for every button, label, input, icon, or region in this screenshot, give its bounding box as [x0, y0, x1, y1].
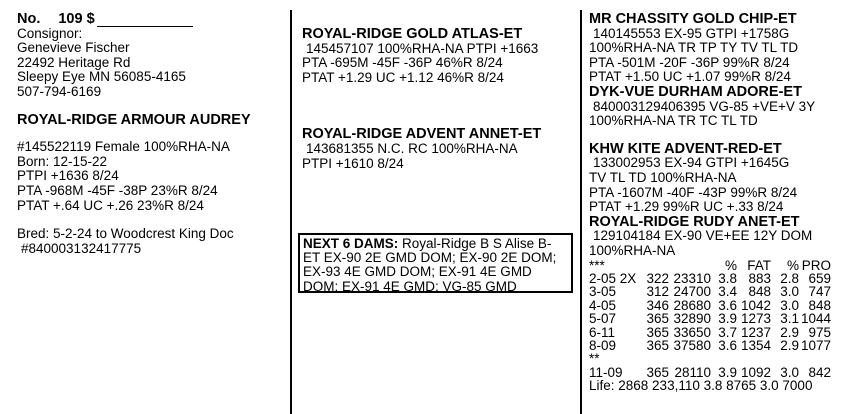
- table-cell: 2.8: [780, 270, 799, 286]
- sire-line-3: PTAT +1.29 UC +1.12 46%R 8/24: [302, 69, 504, 85]
- next-dams-text-1: Royal-Ridge B S Alise B-: [402, 236, 552, 251]
- dam-sire-line-3: PTA -1607M -40F -43P 99%R 8/24: [589, 184, 798, 200]
- column-divider-2: [580, 10, 582, 414]
- table-cell: 3.7: [718, 324, 737, 340]
- table-cell: 322: [646, 270, 669, 286]
- table-cell: 3.4: [718, 284, 737, 300]
- sire-sire-name: MR CHASSITY GOLD CHIP-ET: [589, 11, 797, 27]
- dam-sire-line-1: 133002953 EX-94 GTPI +1645G: [593, 155, 790, 171]
- table-cell: 365: [646, 311, 669, 327]
- table-cell: 365: [646, 364, 669, 380]
- sire-sire-line-3: PTA -501M -20F -36P 99%R 8/24: [589, 54, 790, 70]
- table-cell: 2-05 2X: [589, 270, 637, 286]
- table-cell: 365: [646, 324, 669, 340]
- next-dams-line-2: ET EX-90 2E GMD DOM; EX-90 2E DOM;: [303, 250, 557, 266]
- table-header-row: [589, 259, 831, 272]
- column-divider-1: [290, 10, 292, 414]
- lifetime-total: Life: 2868 233,110 3.8 8765 3.0 7000: [589, 378, 813, 394]
- table-cell: 24700: [673, 284, 711, 300]
- animal-pta: PTA -968M -45F -38P 23%R 8/24: [17, 182, 218, 198]
- animal-born: Born: 12-15-22: [17, 153, 108, 169]
- sire-dam-line-2: 100%RHA-NA TR TC TL TD: [589, 113, 758, 129]
- dam-line-1: 143681355 N.C. RC 100%RHA-NA: [306, 140, 518, 156]
- animal-ptpi: PTPI +1636 8/24: [17, 168, 119, 184]
- table-cell: 1077: [800, 337, 831, 353]
- sire-dam-line-1: 840003129406395 VG-85 +VE+V 3Y: [593, 98, 816, 114]
- table-cell: 28680: [673, 297, 711, 313]
- consignor-name: Genevieve Fischer: [17, 40, 130, 56]
- sire-line-2: PTA -695M -45F -36P 46%R 8/24: [302, 55, 503, 71]
- table-cell: 2.9: [780, 337, 799, 353]
- dam-sire-line-4: PTAT +1.29 99%R UC +.33 8/24: [589, 199, 784, 215]
- consignor-street: 22492 Heritage Rd: [17, 54, 131, 70]
- header-cell: %: [724, 257, 737, 273]
- table-cell: 5-07: [589, 311, 617, 327]
- table-marker-row: [589, 352, 831, 365]
- table-cell: 1044: [800, 311, 831, 327]
- table-cell: 312: [646, 284, 669, 300]
- table-cell: 842: [808, 364, 831, 380]
- sire-name: ROYAL-RIDGE GOLD ATLAS-ET: [302, 26, 523, 42]
- table-cell: 883: [748, 270, 771, 286]
- dam-name: ROYAL-RIDGE ADVENT ANNET-ET: [302, 126, 542, 143]
- header-cell: [641, 259, 669, 272]
- bred-sire-id: #840003132417775: [21, 240, 142, 256]
- sire-sire-line-2: 100%RHA-NA TR TP TY TV TL TD: [589, 40, 799, 56]
- table-cell: 975: [808, 324, 831, 340]
- lot-number: 109 $: [58, 11, 95, 27]
- table-cell: 2.9: [780, 324, 799, 340]
- table-row: [589, 339, 831, 352]
- table-cell: 1237: [740, 324, 771, 340]
- header-cell: ***: [589, 257, 605, 273]
- sire-sire-line-4: PTAT +1.50 UC +1.07 99%R 8/24: [589, 69, 791, 85]
- bred-info: Bred: 5-2-24 to Woodcrest King Doc: [17, 226, 234, 242]
- table-cell: 3.6: [718, 337, 737, 353]
- dam-line-2: PTPI +1610 8/24: [302, 155, 404, 171]
- table-cell: 33650: [673, 324, 711, 340]
- lot-label: No.: [17, 11, 41, 27]
- table-cell: 37580: [673, 337, 711, 353]
- table-cell: 8-09: [589, 337, 617, 353]
- table-cell: 659: [808, 270, 831, 286]
- table-row: [589, 285, 831, 298]
- table-marker: **: [589, 351, 600, 367]
- table-cell: 3.1: [780, 311, 799, 327]
- lot-line: [17, 12, 287, 27]
- animal-id-line: #145522119 Female 100%RHA-NA: [17, 139, 230, 155]
- next-dams-box: [298, 233, 573, 293]
- animal-ptat: PTAT +.64 UC +.26 23%R 8/24: [17, 197, 204, 213]
- lactation-records-table: [589, 259, 831, 393]
- table-cell: 346: [646, 297, 669, 313]
- table-cell: 365: [646, 337, 669, 353]
- table-cell: 11-09: [589, 364, 623, 380]
- lifetime-row: [589, 379, 831, 392]
- consignor-city: Sleepy Eye MN 56085-4165: [17, 69, 186, 85]
- table-cell: 3.9: [718, 311, 737, 327]
- dam-dam-name: ROYAL-RIDGE RUDY ANET-ET: [589, 213, 800, 230]
- animal-name: ROYAL-RIDGE ARMOUR AUDREY: [17, 111, 251, 128]
- consignor-phone: 507-794-6169: [17, 83, 102, 99]
- table-cell: 3.0: [780, 297, 799, 313]
- consignor-column: [17, 0, 287, 414]
- table-cell: 23310: [673, 270, 711, 286]
- sire-line-1: 145457107 100%RHA-NA PTPI +1663: [306, 40, 539, 56]
- header-cell: FAT: [747, 257, 771, 273]
- grandparents-column: [589, 0, 851, 414]
- next-dams-label: NEXT 6 DAMS:: [303, 236, 399, 251]
- dam-sire-line-2: TV TL TD 100%RHA-NA: [589, 169, 737, 185]
- consignor-label: Consignor:: [17, 25, 83, 41]
- dam-sire-name: KHW KITE ADVENT-RED-ET: [589, 140, 782, 157]
- table-cell: 1042: [740, 297, 771, 313]
- sire-dam-name: DYK-VUE DURHAM ADORE-ET: [589, 83, 802, 100]
- table-cell: 4-05: [589, 297, 617, 313]
- table-cell: 32890: [673, 311, 711, 327]
- parents-column: [302, 0, 582, 414]
- header-cell: [669, 259, 711, 272]
- table-cell: 3.8: [718, 270, 737, 286]
- table-cell: 3.6: [718, 297, 737, 313]
- table-cell: 6-11: [589, 324, 616, 340]
- table-cell: 28110: [674, 364, 711, 380]
- header-cell: PRO: [801, 257, 831, 273]
- table-cell: 848: [808, 297, 831, 313]
- table-cell: 3.9: [718, 364, 737, 380]
- next-dams-line-4: DOM; EX-91 4E GMD; VG-85 GMD: [303, 278, 517, 294]
- table-cell: 1273: [740, 311, 771, 327]
- table-cell: 747: [808, 284, 831, 300]
- header-cell: %: [786, 257, 799, 273]
- table-row: [589, 312, 831, 325]
- table-row: [589, 272, 831, 285]
- next-dams-line-1: [303, 237, 568, 251]
- next-dams-line-3: EX-93 4E GMD DOM; EX-91 4E GMD: [303, 264, 532, 280]
- dam-dam-line-2: 100%RHA-NA: [589, 242, 676, 258]
- table-row: [589, 326, 831, 339]
- table-cell: 3.0: [780, 284, 799, 300]
- table-cell: 848: [748, 284, 771, 300]
- table-cell: 1092: [740, 364, 771, 380]
- table-cell: 3-05: [589, 284, 617, 300]
- sire-sire-line-1: 140145553 EX-95 GTPI +1758G: [593, 25, 790, 41]
- table-row: [589, 299, 831, 312]
- table-cell: 3.0: [780, 364, 799, 380]
- table-row: [589, 366, 831, 379]
- price-blank-line: [97, 14, 193, 27]
- table-cell: 1354: [740, 337, 771, 353]
- dam-dam-line-1: 129104184 EX-90 VE+EE 12Y DOM: [593, 228, 813, 244]
